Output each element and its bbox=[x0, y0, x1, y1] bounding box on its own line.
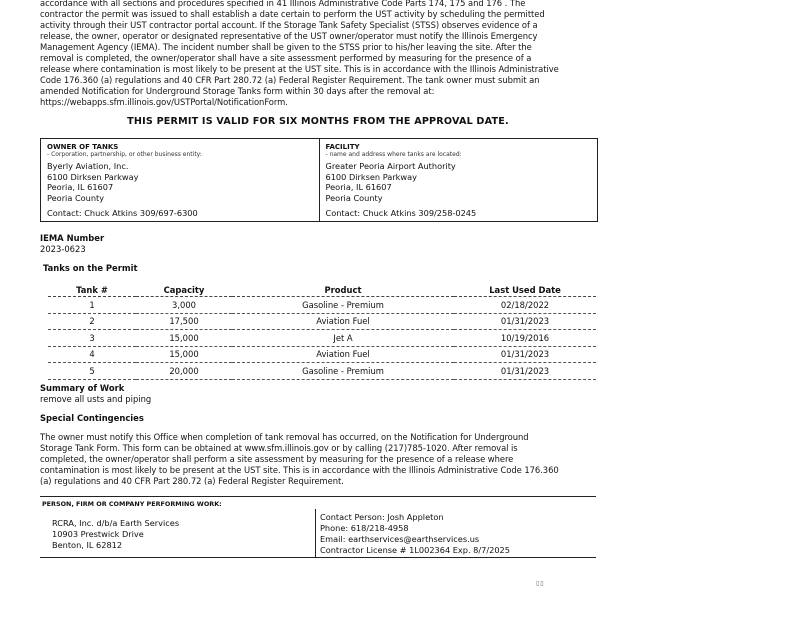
tank-last-used: 01/31/2023 bbox=[454, 346, 596, 363]
tank-number: 4 bbox=[48, 346, 136, 363]
table-row bbox=[48, 346, 596, 363]
contractor-details bbox=[320, 512, 510, 556]
special-line: completed, the owner/operator shall perform a site assessment by measuring for the presence of a release where bbox=[40, 454, 514, 464]
facility-contact: Contact: Chuck Atkins 309/258-0245 bbox=[325, 208, 477, 219]
special-line: contamination is most likely to be present at the UST site. This is in accordance with the Illinois Administrative Code 176.360 bbox=[40, 465, 559, 475]
intro-line: accordance with all sections and procedures specified in 41 Illinois Administrative Code Parts 174, 175 and 176 . The bbox=[40, 0, 526, 8]
validity-banner: THIS PERMIT IS VALID FOR SIX MONTHS FROM THE APPROVAL DATE. bbox=[127, 116, 509, 127]
special-line: The owner must notify this Office when completion of tank removal has occurred, on the Notification for Underground bbox=[40, 432, 529, 442]
intro-line: https://webapps.sfm.illinois.gov/USTPortal/NotificationForm. bbox=[40, 97, 288, 107]
table-row bbox=[48, 313, 596, 330]
tank-capacity: 17,500 bbox=[136, 313, 232, 330]
iema-label: IEMA Number bbox=[40, 233, 105, 243]
summary-label: Summary of Work bbox=[40, 383, 125, 393]
tank-product: Aviation Fuel bbox=[232, 346, 454, 363]
tank-number: 2 bbox=[48, 313, 136, 330]
intro-line: release where contamination is most likely to be present at the UST site. This is in accordance with the Illinois Administrative bbox=[40, 64, 559, 74]
table-header-row bbox=[48, 283, 596, 297]
special-line: Storage Tank Form. This form can be obtained at www.sfm.illinois.gov or by calling (217)785-1020. After removal is bbox=[40, 443, 518, 453]
footer-mark: ▯▯ bbox=[536, 580, 545, 587]
tanks-label: Tanks on the Permit bbox=[43, 263, 138, 273]
tank-capacity: 20,000 bbox=[136, 363, 232, 380]
owner-contact: Contact: Chuck Atkins 309/697-6300 bbox=[47, 208, 198, 219]
intro-line: Management Agency (IEMA). The incident number shall be given to the STSS prior to his/her leaving the site. After the bbox=[40, 42, 532, 52]
contractor-detail: Phone: 618/218-4958 bbox=[320, 523, 409, 533]
special-label: Special Contingencies bbox=[40, 413, 144, 423]
column-header: Tank # bbox=[48, 283, 136, 297]
intro-line: removal is completed, the owner/operator shall have a site assessment performed by measuring for the presence of a bbox=[40, 53, 532, 63]
special-paragraph bbox=[40, 432, 602, 487]
intro-line: contractor the permit was issued to shall establish a date certain to perform the UST activity by scheduling the permitted bbox=[40, 9, 545, 19]
column-header: Capacity bbox=[136, 283, 232, 297]
owner-line: Peoria County bbox=[47, 192, 105, 203]
intro-line: release, the owner, operator or designated representative of the UST owner/operator must notify the Illinois Emergency bbox=[40, 31, 538, 41]
iema-value: 2023-0623 bbox=[40, 244, 86, 254]
owner-line: 6100 Dirksen Parkway bbox=[47, 171, 139, 182]
tank-capacity: 15,000 bbox=[136, 346, 232, 363]
facility-line: Peoria County bbox=[325, 192, 383, 203]
table-row bbox=[48, 297, 596, 314]
owner-subtitle: - Corporation, partnership, or other business entity: bbox=[47, 151, 202, 158]
owner-line: Byerly Aviation, Inc. bbox=[47, 161, 129, 171]
contractor-detail: Contractor License # 1L002364 Exp. 8/7/2025 bbox=[320, 545, 510, 555]
tank-product: Gasoline - Premium bbox=[232, 297, 454, 314]
contractor-divider bbox=[315, 509, 316, 557]
facility-line: 6100 Dirksen Parkway bbox=[325, 171, 417, 182]
owner-title: OWNER OF TANKS bbox=[47, 143, 119, 151]
contractor-line: Benton, IL 62812 bbox=[52, 540, 123, 550]
contractor-line: 10903 Prestwick Drive bbox=[52, 529, 144, 539]
tank-number: 1 bbox=[48, 297, 136, 314]
tank-last-used: 02/18/2022 bbox=[454, 297, 596, 314]
facility-line: Greater Peoria Airport Authority bbox=[325, 161, 456, 171]
facility-title: FACILITY bbox=[325, 143, 360, 151]
contractor-detail: Contact Person: Josh Appleton bbox=[320, 512, 444, 522]
contractor-box bbox=[40, 496, 596, 558]
owner-section bbox=[41, 139, 319, 221]
special-line: (a) regulations and 40 CFR Part 280.72 (a) Federal Register Requirement. bbox=[40, 476, 344, 486]
table-row bbox=[48, 363, 596, 380]
tank-capacity: 3,000 bbox=[136, 297, 232, 314]
tank-product: Aviation Fuel bbox=[232, 313, 454, 330]
facility-section bbox=[319, 139, 598, 221]
tank-capacity: 15,000 bbox=[136, 330, 232, 347]
tank-product: Jet A bbox=[232, 330, 454, 347]
intro-paragraph bbox=[40, 0, 602, 108]
tank-last-used: 01/31/2023 bbox=[454, 313, 596, 330]
owner-line: Peoria, IL 61607 bbox=[47, 182, 114, 193]
intro-line: activity through their UST contractor portal account. If the Storage Tank Safety Specialist (STSS) observes evidence of a bbox=[40, 20, 538, 30]
contractor-address bbox=[52, 518, 179, 551]
intro-line: amended Notification for Underground Storage Tanks form within 30 days after the removal at: bbox=[40, 86, 435, 96]
column-header: Last Used Date bbox=[454, 283, 596, 297]
table-row bbox=[48, 330, 596, 347]
tank-last-used: 01/31/2023 bbox=[454, 363, 596, 380]
tanks-table bbox=[48, 283, 596, 380]
owner-facility-box bbox=[40, 138, 598, 222]
tank-number: 3 bbox=[48, 330, 136, 347]
facility-line: Peoria, IL 61607 bbox=[325, 182, 392, 193]
contractor-line: RCRA, Inc. d/b/a Earth Services bbox=[52, 518, 180, 528]
column-header: Product bbox=[232, 283, 454, 297]
summary-value: remove all usts and piping bbox=[40, 394, 152, 404]
contractor-title: PERSON, FIRM OR COMPANY PERFORMING WORK: bbox=[42, 500, 222, 508]
contractor-detail: Email: earthservices@earthservices.us bbox=[320, 534, 480, 544]
tank-product: Gasoline - Premium bbox=[232, 363, 454, 380]
facility-subtitle: - name and address where tanks are located: bbox=[325, 151, 462, 158]
tank-number: 5 bbox=[48, 363, 136, 380]
tank-last-used: 10/19/2016 bbox=[454, 330, 596, 347]
intro-line: Code 176.360 (a) regulations and 40 CFR Part 280.72 (a) Federal Register Requirement. The tank owner must submit an bbox=[40, 75, 540, 85]
